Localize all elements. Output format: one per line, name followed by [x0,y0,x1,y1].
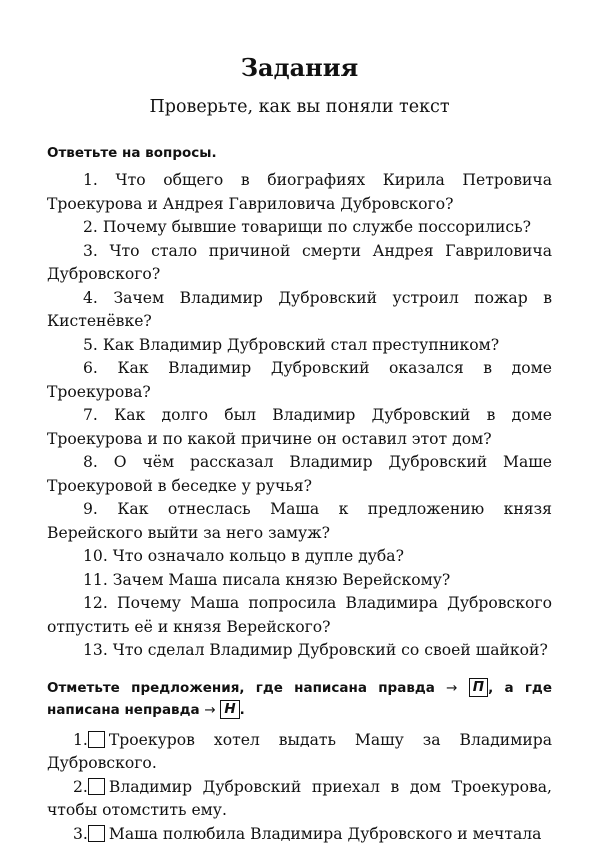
question-item [47,404,552,451]
question-number: 13. [83,641,108,659]
questions-instruction: Ответьте на вопросы. [47,142,552,164]
question-text: Как долго был Владимир Дубровский в доме Троекурова и по какой причине он оставил этот дом? [47,406,552,448]
question-number: 10. [83,547,108,565]
question-item [47,169,552,216]
question-number: 3. [83,242,98,260]
question-number: 1. [83,171,98,189]
question-item [47,451,552,498]
false-mark-box: Н [220,700,239,719]
question-item [47,569,552,593]
question-text: О чём рассказал Владимир Дубровский Маше Троекуровой в беседке у ручья? [47,453,552,495]
question-text: Что означало кольцо в дупле дуба? [113,547,404,565]
question-text: Почему бывшие товарищи по службе поссорились? [103,218,531,236]
statement-checkbox[interactable] [88,731,105,748]
question-number: 8. [83,453,98,471]
statement-text: Маша полюбила Владимира Дубровского и мечтала [109,825,542,843]
statement-item [47,823,552,846]
statement-number: 2. [73,778,88,796]
question-text: Что сделал Владимир Дубровский со своей шайкой? [113,641,548,659]
question-item [47,545,552,569]
question-item [47,592,552,639]
question-number: 12. [83,594,108,612]
statement-text: Владимир Дубровский приехал в дом Троекурова, чтобы отомстить ему. [47,778,552,820]
question-number: 11. [83,571,108,589]
question-number: 6. [83,359,98,377]
statement-number: 3. [73,825,88,843]
question-item [47,334,552,358]
question-text: Зачем Владимир Дубровский устроил пожар в Кистенёвке? [47,289,552,331]
statement-item [47,729,552,776]
question-item [47,216,552,240]
question-item [47,357,552,404]
question-item [47,639,552,663]
question-item [47,240,552,287]
question-number: 5. [83,336,98,354]
true-mark-box: П [469,678,488,697]
question-item [47,287,552,334]
question-number: 2. [83,218,98,236]
statement-text: Троекуров хотел выдать Машу за Владимира Дубровского. [47,731,552,773]
statement-item [47,776,552,823]
question-text: Как Владимир Дубровский стал преступником? [103,336,499,354]
statement-checkbox[interactable] [88,825,105,842]
question-text: Как Владимир Дубровский оказался в доме Троекурова? [47,359,552,401]
statements-instruction [47,677,552,721]
question-number: 7. [83,406,98,424]
question-text: Зачем Маша писала князю Верейскому? [113,571,450,589]
page-subtitle: Проверьте, как вы поняли текст [47,94,552,120]
page [47,48,552,846]
statement-checkbox[interactable] [88,778,105,795]
statements-list [47,729,552,846]
question-number: 4. [83,289,98,307]
statements-instruction-part2: , а где написана неправда [47,680,552,718]
questions-list [47,169,552,663]
statements-instruction-end: . [240,702,245,718]
question-text: Как отнеслась Маша к предложению князя Верейского выйти за него замуж? [47,500,552,542]
statement-number: 1. [73,731,88,749]
question-number: 9. [83,500,98,518]
page-title: Задания [47,52,552,84]
question-item [47,498,552,545]
statements-instruction-part1: Отметьте предложения, где написана правда [47,680,435,696]
question-text: Почему Маша попросила Владимира Дубровского отпустить её и князя Верейского? [47,594,552,636]
question-text: Что общего в биографиях Кирила Петровича Троекурова и Андрея Гавриловича Дубровского? [47,171,552,213]
arrow-right-icon: → [204,702,215,718]
arrow-right-icon: → [446,680,457,696]
question-text: Что стало причиной смерти Андрея Гавриловича Дубровского? [47,242,552,284]
